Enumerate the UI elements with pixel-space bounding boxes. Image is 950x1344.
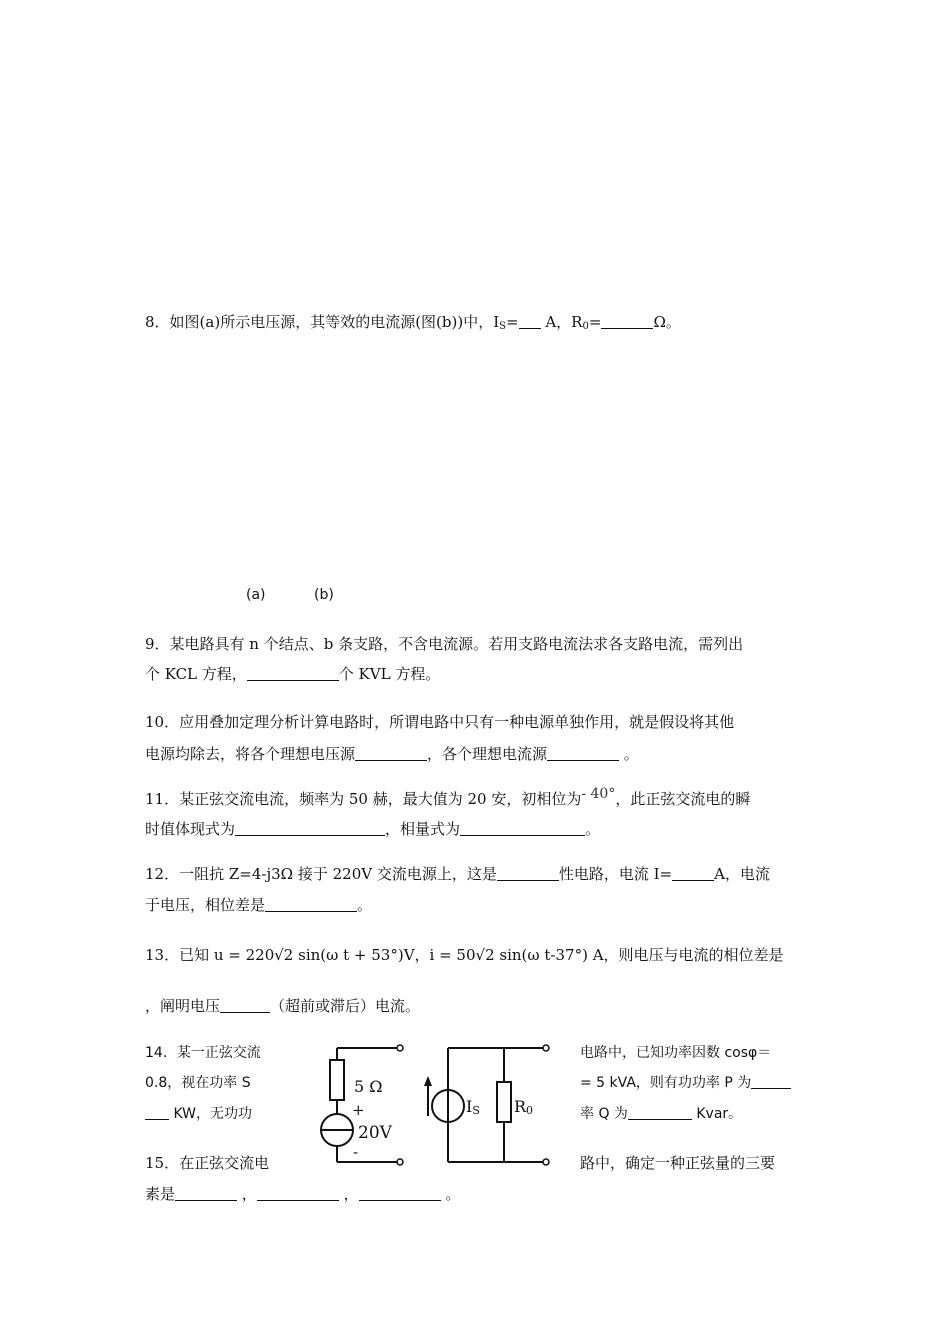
blank-instantaneous[interactable]: [235, 821, 385, 836]
blank-reactive-power[interactable]: [628, 1105, 692, 1120]
label-source-a: 20V: [358, 1123, 392, 1143]
question-13-line-1: 13．已知 u = 220√2 sin(ω t + 53°)V，i = 50√2 sin(ω t-37°) A，则电压与电流的相位差是: [145, 946, 784, 964]
question-10-line-1: 10．应用叠加定理分析计算电路时，所谓电路中只有一种电源单独作用，就是假设将其他: [145, 713, 735, 731]
question-13-line-2: ，阐明电压 （超前或滞后）电流。: [145, 997, 421, 1015]
question-10-line-2: 电源均除去，将各个理想电压源 ，各个理想电流源 。: [145, 745, 639, 763]
label-resistor-a: 5 Ω: [354, 1077, 383, 1096]
question-14-left-3: KW，无功功: [145, 1104, 252, 1124]
current-arrow-icon: [424, 1076, 432, 1086]
question-8: 8．如图(a)所示电压源，其等效的电流源(图(b))中，$I_S= A$，$R_0= \Omega$。: [145, 313, 681, 332]
initial-phase: - 40°: [581, 786, 616, 802]
circuit-a-diagram: [300, 1038, 420, 1172]
question-14-left-1: 14．某一正弦交流: [145, 1045, 261, 1061]
question-14-right-1: 电路中，已知功率因数 cosφ＝: [580, 1045, 772, 1061]
blank-phase-difference[interactable]: [265, 897, 357, 912]
label-plus: +: [352, 1101, 365, 1119]
question-15-right-1: 路中，确定一种正弦量的三要: [580, 1154, 776, 1172]
resistor-5ohm: [330, 1060, 344, 1100]
blank-is[interactable]: [519, 314, 541, 329]
label-resistor-b: R0: [514, 1097, 534, 1117]
label-minus: -: [353, 1143, 359, 1161]
blank-voltage-source[interactable]: [355, 746, 427, 761]
blank-element-2[interactable]: [257, 1186, 339, 1201]
question-11-line-2: 时值体现式为 ，相量式为 。: [145, 820, 601, 838]
question-14-right-2: = 5 kVA，则有功功率 P 为: [580, 1073, 791, 1093]
terminal-top-b: [543, 1045, 549, 1051]
blank-phasor[interactable]: [460, 821, 585, 836]
blank-circuit-type[interactable]: [497, 866, 559, 881]
blank-p-value[interactable]: [751, 1074, 791, 1089]
circuit-b-diagram: [420, 1038, 560, 1172]
question-12-line-1: 12．一阻抗 Z=4-j3Ω 接于 220V 交流电源上，这是 性电路，电流 I= A，电流: [145, 865, 770, 883]
question-11-line-1: 11．某正弦交流电流，频率为 50 赫，最大值为 20 安，初相位为- 40°，此正弦交流电的瞬: [145, 786, 751, 808]
question-14-left-2: 0.8，视在功率 S: [145, 1075, 251, 1091]
terminal-bottom-b: [543, 1159, 549, 1165]
blank-element-1[interactable]: [175, 1186, 237, 1201]
blank-current-source[interactable]: [547, 746, 619, 761]
figure-caption-b: (b): [314, 587, 334, 603]
terminal-bottom-a: [397, 1159, 403, 1165]
blank-active-power[interactable]: [145, 1105, 169, 1120]
label-source-b: IS: [466, 1097, 480, 1117]
question-12-line-2: 于电压，相位差是 。: [145, 896, 373, 914]
terminal-top-a: [397, 1045, 403, 1051]
blank-r0[interactable]: [601, 314, 653, 329]
question-15-left-1: 15．在正弦交流电: [145, 1154, 270, 1172]
figure-caption-a: (a): [246, 587, 266, 603]
question-14-right-3: 率 Q 为 Kvar。: [580, 1106, 743, 1122]
blank-element-3[interactable]: [359, 1186, 441, 1201]
question-15-line-2: 素是 ， ， 。: [145, 1185, 461, 1203]
question-9-line-1: 9．某电路具有 n 个结点、b 条支路，不含电流源。若用支路电流法求各支路电流，需列出: [145, 635, 744, 653]
blank-kvl[interactable]: [247, 666, 339, 681]
question-9-line-2: 个 KCL 方程， 个 KVL 方程。: [145, 665, 441, 683]
resistor-r0: [497, 1082, 511, 1122]
blank-current[interactable]: [672, 866, 714, 881]
blank-lead-lag[interactable]: [220, 998, 270, 1013]
